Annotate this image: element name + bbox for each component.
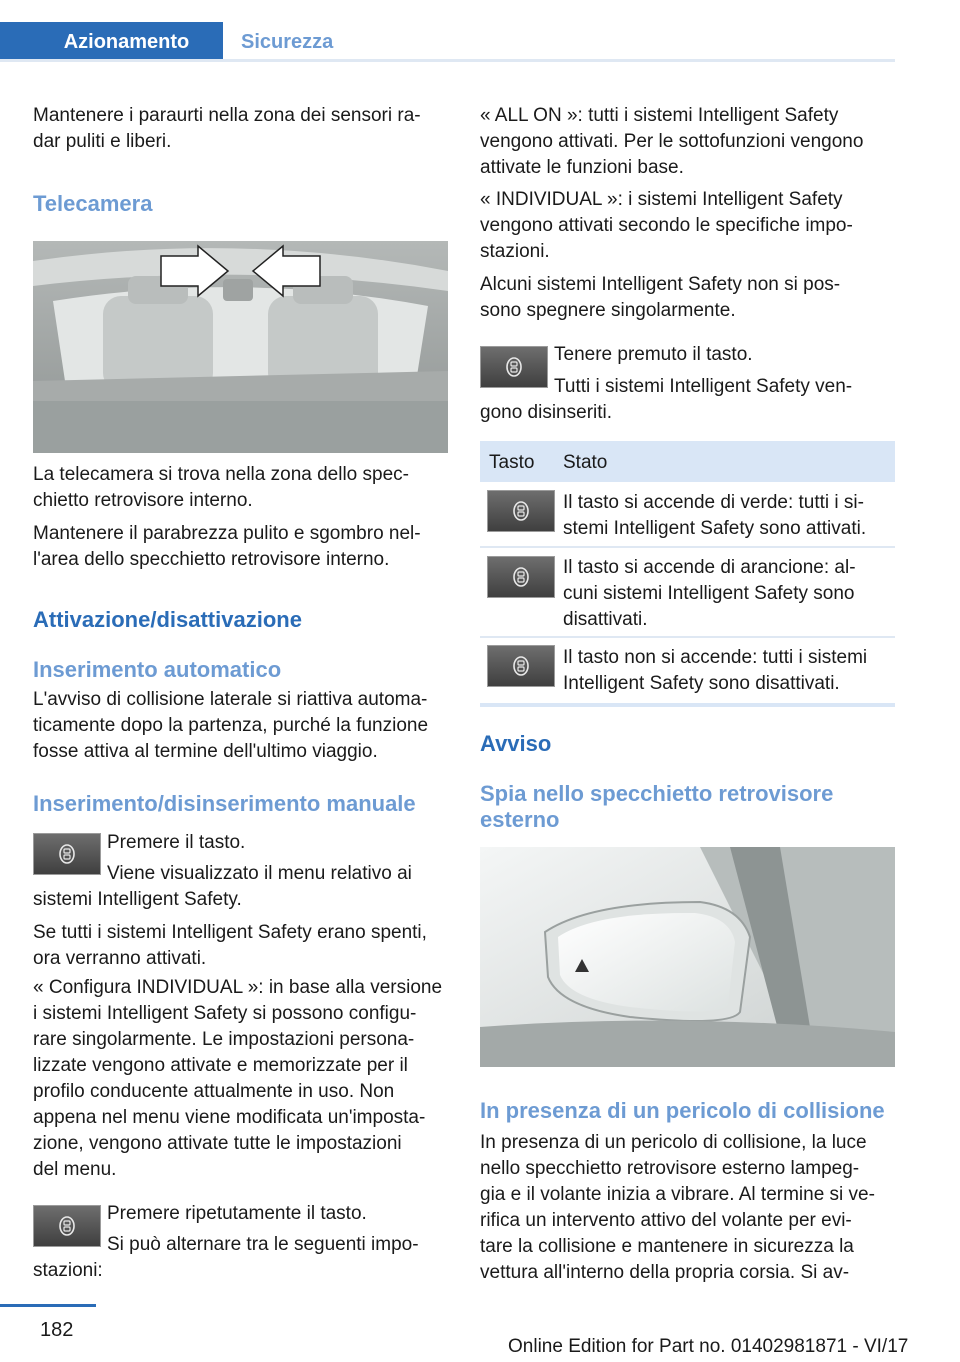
tab-sicurezza[interactable]: Sicurezza bbox=[241, 30, 334, 53]
table-row-3-button bbox=[487, 645, 555, 687]
intelligent-safety-button-icon bbox=[509, 499, 533, 523]
heading-attivazione: Attivazione/disattivazione bbox=[33, 607, 302, 632]
paragraph-collision-danger: In presenza di un pericolo di collisione, la luce nello specchietto retrovisore esterno lampeg- gia e il volante inizia a vibrare. Al termine si ve- rifica un intervento attivo del volante per evi- tare la collisione e mantenere in sicurezza la vettura all'interno della propria corsia. Si av- bbox=[480, 1132, 875, 1283]
table-bottom-border bbox=[480, 703, 895, 707]
intelligent-safety-button-1[interactable] bbox=[33, 833, 101, 875]
paragraph-auto: L'avviso di collisione laterale si riattiva automa- ticamente dopo la partenza, purché la funzione fosse attiva al termine dell'ultimo viaggio. bbox=[33, 689, 429, 762]
header-divider bbox=[0, 59, 895, 62]
table-row-3-text: Il tasto non si accende: tutti i sistemi Intelligent Safety sono disattivati. bbox=[563, 647, 868, 694]
car-interior-illustration bbox=[33, 241, 448, 453]
paragraph-intro: Mantenere i paraurti nella zona dei sensori ra- dar puliti e liberi. bbox=[33, 105, 421, 152]
paragraph-config-individual: « Configura INDIVIDUAL »: in base alla versione i sistemi Intelligent Safety si possono configu- rare singolarmente. Le impostazioni persona- lizzate vengono attivate e memorizzate per il profilo conducente attualmente in uso. Non appena nel menu viene modificata un'imposta- zione, vengono attivate tutte le impostazioni del menu. bbox=[33, 977, 443, 1180]
footer-divider bbox=[0, 1304, 96, 1307]
paragraph-individual: « INDIVIDUAL »: i sistemi Intelligent Safety vengono attivati secondo le specifiche impo- stazioni. bbox=[480, 189, 853, 262]
btn3-line3: gono disinseriti. bbox=[480, 402, 613, 423]
btn3-line1: Tenere premuto il tasto. bbox=[554, 344, 753, 365]
table-col-tasto: Tasto bbox=[489, 452, 535, 473]
paragraph-camera-location: La telecamera si trova nella zona dello spec- chietto retrovisore interno. bbox=[33, 464, 409, 511]
intelligent-safety-button-icon bbox=[502, 355, 526, 379]
btn3-line2: Tutti i sistemi Intelligent Safety ven- bbox=[554, 376, 853, 397]
table-header bbox=[480, 441, 895, 482]
heading-spia-specchietto: Spia nello specchietto retrovisore esterno bbox=[480, 781, 834, 832]
table-row-1-text: Il tasto si accende di verde: tutti i si- stemi Intelligent Safety sono attivati. bbox=[563, 492, 867, 539]
exterior-mirror-illustration bbox=[480, 847, 895, 1067]
paragraph-camera-clean: Mantenere il parabrezza pulito e sgombro nel- l'area dello specchietto retrovisore interno. bbox=[33, 523, 421, 570]
intelligent-safety-button-3[interactable] bbox=[480, 346, 548, 388]
table-row-divider bbox=[480, 636, 895, 638]
btn2-line3: stazioni: bbox=[33, 1260, 103, 1281]
tab-azionamento[interactable]: Azionamento bbox=[0, 22, 223, 62]
paragraph-all-off: Se tutti i sistemi Intelligent Safety erano spenti, ora verranno attivati. bbox=[33, 922, 427, 969]
paragraph-some-systems: Alcuni sistemi Intelligent Safety non si pos- sono spegnere singolarmente. bbox=[480, 274, 841, 321]
btn1-line3: sistemi Intelligent Safety. bbox=[33, 889, 242, 910]
heading-avviso: Avviso bbox=[480, 731, 552, 756]
intelligent-safety-button-icon bbox=[509, 565, 533, 589]
intelligent-safety-button-2[interactable] bbox=[33, 1205, 101, 1247]
heading-inserimento-manuale: Inserimento/disinserimento manuale bbox=[33, 791, 416, 816]
table-col-stato: Stato bbox=[563, 452, 608, 473]
heading-telecamera: Telecamera bbox=[33, 191, 153, 216]
paragraph-all-on: « ALL ON »: tutti i sistemi Intelligent Safety vengono attivati. Per le sottofunzioni vengono attivate le funzioni base. bbox=[480, 105, 864, 178]
btn2-line2: Si può alternare tra le seguenti impo- bbox=[107, 1234, 419, 1255]
table-row-2-button bbox=[487, 556, 555, 598]
btn2-line1: Premere ripetutamente il tasto. bbox=[107, 1203, 367, 1224]
heading-pericolo-collisione: In presenza di un pericolo di collisione bbox=[480, 1098, 885, 1123]
table-row-2-text: Il tasto si accende di arancione: al- cuni sistemi Intelligent Safety sono disattivati. bbox=[563, 557, 856, 630]
table-row-1-button bbox=[487, 490, 555, 532]
exterior-mirror-image bbox=[480, 847, 895, 1067]
btn1-line2: Viene visualizzato il menu relativo ai bbox=[107, 863, 412, 884]
heading-inserimento-automatico: Inserimento automatico bbox=[33, 657, 282, 682]
intelligent-safety-button-icon bbox=[55, 842, 79, 866]
intelligent-safety-button-icon bbox=[509, 654, 533, 678]
edition-note: Online Edition for Part no. 01402981871 - VI/17 bbox=[508, 1336, 909, 1357]
camera-interior-image bbox=[33, 241, 448, 453]
intelligent-safety-button-icon bbox=[55, 1214, 79, 1238]
table-row-divider bbox=[480, 546, 895, 548]
btn1-line1: Premere il tasto. bbox=[107, 832, 246, 853]
page-number: 182 bbox=[40, 1319, 74, 1341]
